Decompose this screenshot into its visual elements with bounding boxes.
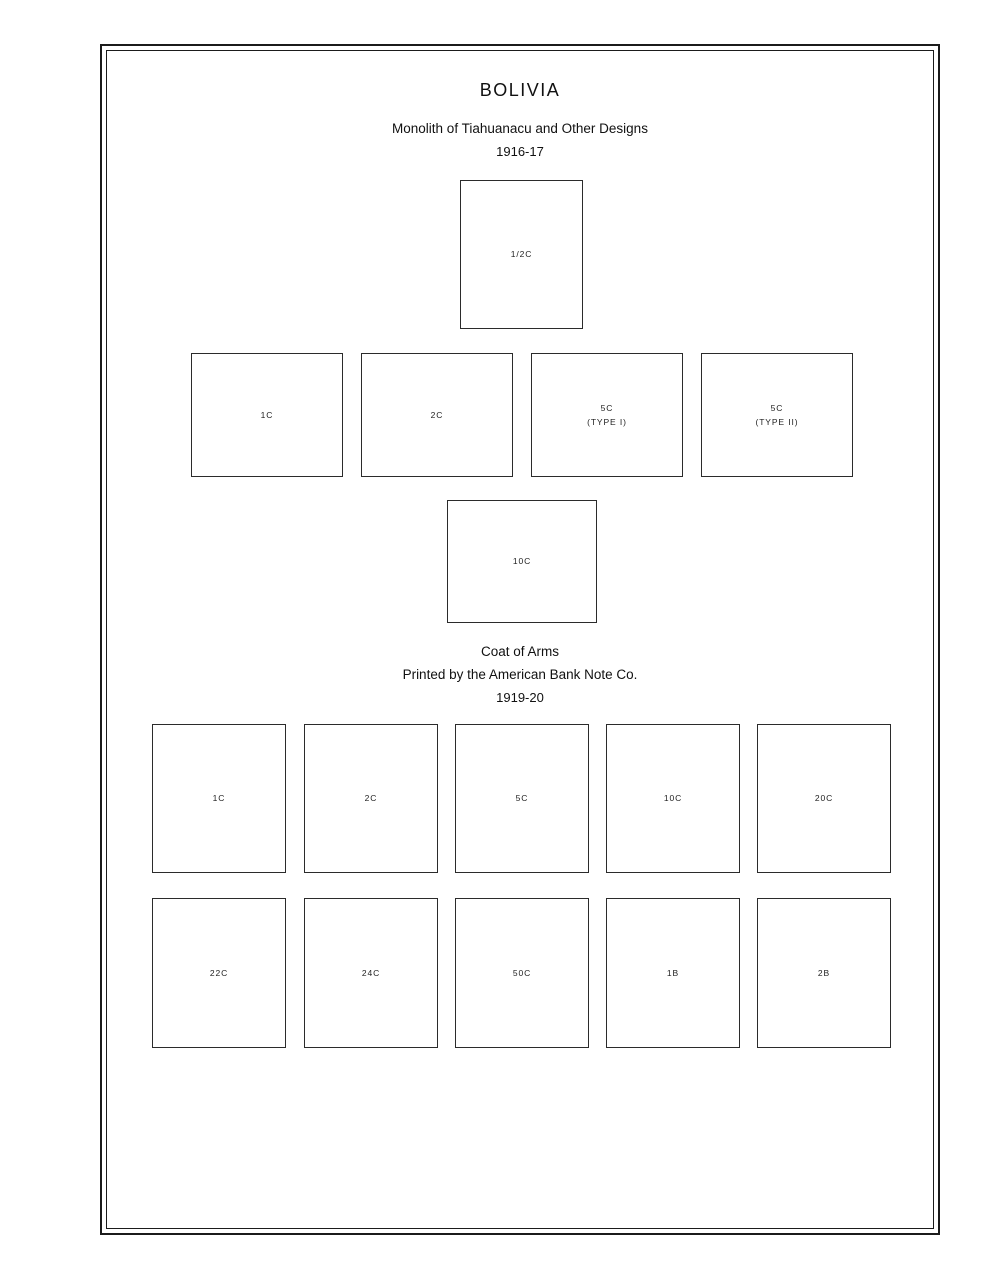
stamp-label: 5C: [600, 403, 614, 414]
section2-heading: Coat of Arms: [480, 644, 560, 659]
stamp-label: 24C: [361, 967, 381, 978]
section1-heading: Monolith of Tiahuanacu and Other Designs: [392, 121, 648, 136]
stamp-label: 1B: [666, 967, 680, 978]
stamp-box-1916-5c-type1: [531, 353, 683, 477]
stamp-label: 1/2C: [510, 249, 533, 260]
stamp-box-1916-2c: [361, 353, 513, 477]
section1-years: 1916-17: [496, 144, 544, 159]
stamp-label: 20C: [814, 793, 834, 804]
stamp-box-1919-1c: [152, 724, 286, 873]
section2-subheading: Printed by the American Bank Note Co.: [402, 667, 638, 682]
stamp-box-1919-10c: [606, 724, 740, 873]
stamp-label: 2B: [817, 967, 831, 978]
page-title: BOLIVIA: [479, 80, 561, 100]
stamp-label: 2C: [364, 793, 378, 804]
stamp-label: 50C: [512, 967, 532, 978]
stamp-box-1919-5c: [455, 724, 589, 873]
stamp-label: 10C: [512, 556, 532, 567]
stamp-box-1919-2c: [304, 724, 438, 873]
stamp-box-1919-24c: [304, 898, 438, 1048]
stamp-box-1919-1b: [606, 898, 740, 1048]
stamp-box-1919-2b: [757, 898, 891, 1048]
stamp-box-1919-20c: [757, 724, 891, 873]
stamp-sublabel: (TYPE I): [587, 416, 627, 427]
stamp-box-1916-10c: [447, 500, 597, 623]
stamp-box-1916-1c: [191, 353, 343, 477]
stamp-label: 10C: [663, 793, 683, 804]
stamp-label: 5C: [515, 793, 529, 804]
stamp-label: 1C: [260, 409, 274, 420]
stamp-box-1919-22c: [152, 898, 286, 1048]
stamp-label: 22C: [209, 967, 229, 978]
stamp-label: 2C: [430, 409, 444, 420]
stamp-label: 1C: [212, 793, 226, 804]
stamp-box-1919-50c: [455, 898, 589, 1048]
stamp-label: 5C: [770, 403, 784, 414]
section2-years: 1919-20: [496, 690, 544, 705]
stamp-sublabel: (TYPE II): [755, 416, 799, 427]
stamp-box-1916-halfc: [460, 180, 583, 329]
stamp-box-1916-5c-type2: [701, 353, 853, 477]
